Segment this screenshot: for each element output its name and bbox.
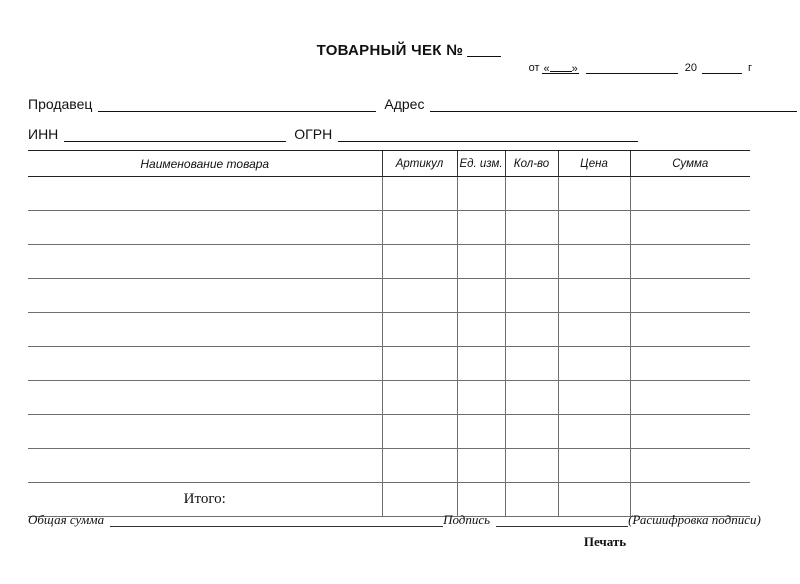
items-table [28, 150, 750, 517]
table-cell[interactable] [558, 347, 630, 381]
ogrn-label: ОГРН [294, 126, 333, 142]
table-row[interactable] [28, 449, 750, 483]
table-cell[interactable] [630, 381, 750, 415]
day-field[interactable] [542, 60, 578, 74]
column-header-price: Цена [558, 151, 630, 177]
address-input[interactable] [430, 97, 797, 112]
table-cell[interactable] [382, 381, 457, 415]
month-blank[interactable] [586, 60, 678, 74]
day-blank[interactable] [550, 60, 572, 72]
signature-label: Подпись [443, 512, 491, 527]
quote-open: « [543, 63, 550, 75]
table-cell[interactable] [28, 313, 382, 347]
table-cell[interactable] [630, 313, 750, 347]
table-cell[interactable] [505, 313, 558, 347]
table-cell[interactable] [558, 415, 630, 449]
table-row[interactable] [28, 211, 750, 245]
table-cell[interactable] [558, 211, 630, 245]
table-cell[interactable] [457, 313, 505, 347]
column-header-article: Артикул [382, 151, 457, 177]
table-cell[interactable] [28, 177, 382, 211]
column-header-name: Наименование товара [28, 151, 382, 177]
seller-input[interactable] [98, 97, 376, 112]
table-cell[interactable] [382, 177, 457, 211]
table-cell[interactable] [630, 415, 750, 449]
table-cell[interactable] [630, 449, 750, 483]
ogrn-input[interactable] [338, 127, 638, 142]
table-cell[interactable] [457, 245, 505, 279]
table-cell[interactable] [382, 211, 457, 245]
inn-label: ИНН [28, 126, 59, 142]
footer-row [28, 512, 772, 527]
table-cell[interactable] [382, 347, 457, 381]
table-cell[interactable] [28, 381, 382, 415]
table-cell[interactable] [382, 313, 457, 347]
table-cell[interactable] [558, 449, 630, 483]
seller-address-row [28, 96, 797, 112]
table-cell[interactable] [457, 211, 505, 245]
table-cell[interactable] [382, 245, 457, 279]
table-cell[interactable] [28, 245, 382, 279]
inn-input[interactable] [64, 127, 286, 142]
signature-decode-label: (Расшифровка подписи) [628, 512, 761, 527]
table-row[interactable] [28, 381, 750, 415]
page-title-text: ТОВАРНЫЙ ЧЕК № [316, 42, 464, 59]
table-cell[interactable] [28, 347, 382, 381]
table-cell[interactable] [505, 279, 558, 313]
table-cell[interactable] [457, 415, 505, 449]
table-cell[interactable] [457, 177, 505, 211]
table-cell[interactable] [505, 211, 558, 245]
table-cell[interactable] [630, 347, 750, 381]
receipt-number-blank[interactable] [467, 56, 501, 57]
table-cell[interactable] [382, 415, 457, 449]
column-header-unit: Ед. изм. [457, 151, 505, 177]
year-suffix-label: г [747, 62, 752, 74]
column-header-quantity: Кол-во [505, 151, 558, 177]
table-cell[interactable] [505, 177, 558, 211]
table-cell[interactable] [558, 381, 630, 415]
table-cell[interactable] [28, 449, 382, 483]
table-cell[interactable] [28, 279, 382, 313]
table-cell[interactable] [457, 347, 505, 381]
table-cell[interactable] [457, 279, 505, 313]
table-row[interactable] [28, 347, 750, 381]
table-cell[interactable] [28, 211, 382, 245]
table-cell[interactable] [505, 245, 558, 279]
inn-ogrn-row [28, 126, 638, 142]
table-cell[interactable] [505, 347, 558, 381]
table-cell[interactable] [505, 381, 558, 415]
table-cell[interactable] [382, 449, 457, 483]
table-cell[interactable] [457, 449, 505, 483]
table-row[interactable] [28, 415, 750, 449]
year-blank[interactable] [702, 60, 742, 74]
table-cell[interactable] [28, 415, 382, 449]
column-header-sum: Сумма [630, 151, 750, 177]
items-table-head [28, 151, 750, 177]
seller-label: Продавец [28, 96, 93, 112]
table-cell[interactable] [558, 177, 630, 211]
table-cell[interactable] [630, 211, 750, 245]
table-cell[interactable] [457, 381, 505, 415]
date-prefix-label: от [528, 62, 540, 74]
table-cell[interactable] [505, 415, 558, 449]
table-row[interactable] [28, 313, 750, 347]
address-label: Адрес [384, 96, 425, 112]
signature-input[interactable] [496, 513, 628, 527]
table-row[interactable] [28, 245, 750, 279]
table-cell[interactable] [558, 279, 630, 313]
table-cell[interactable] [558, 245, 630, 279]
total-label-cell: Итого: [28, 483, 382, 517]
total-sum-input[interactable] [110, 513, 443, 527]
quote-close: » [571, 63, 578, 75]
table-row[interactable] [28, 177, 750, 211]
table-cell[interactable] [630, 177, 750, 211]
total-sum-label: Общая сумма [28, 512, 105, 527]
table-cell[interactable] [558, 313, 630, 347]
stamp-label: Печать [583, 534, 627, 549]
items-table-body [28, 177, 750, 518]
table-cell[interactable] [630, 245, 750, 279]
year-prefix-label: 20 [684, 62, 697, 74]
table-header-row [28, 151, 750, 177]
table-cell[interactable] [382, 279, 457, 313]
table-cell[interactable] [630, 279, 750, 313]
date-line [529, 60, 752, 74]
table-cell[interactable] [505, 449, 558, 483]
table-row[interactable] [28, 279, 750, 313]
